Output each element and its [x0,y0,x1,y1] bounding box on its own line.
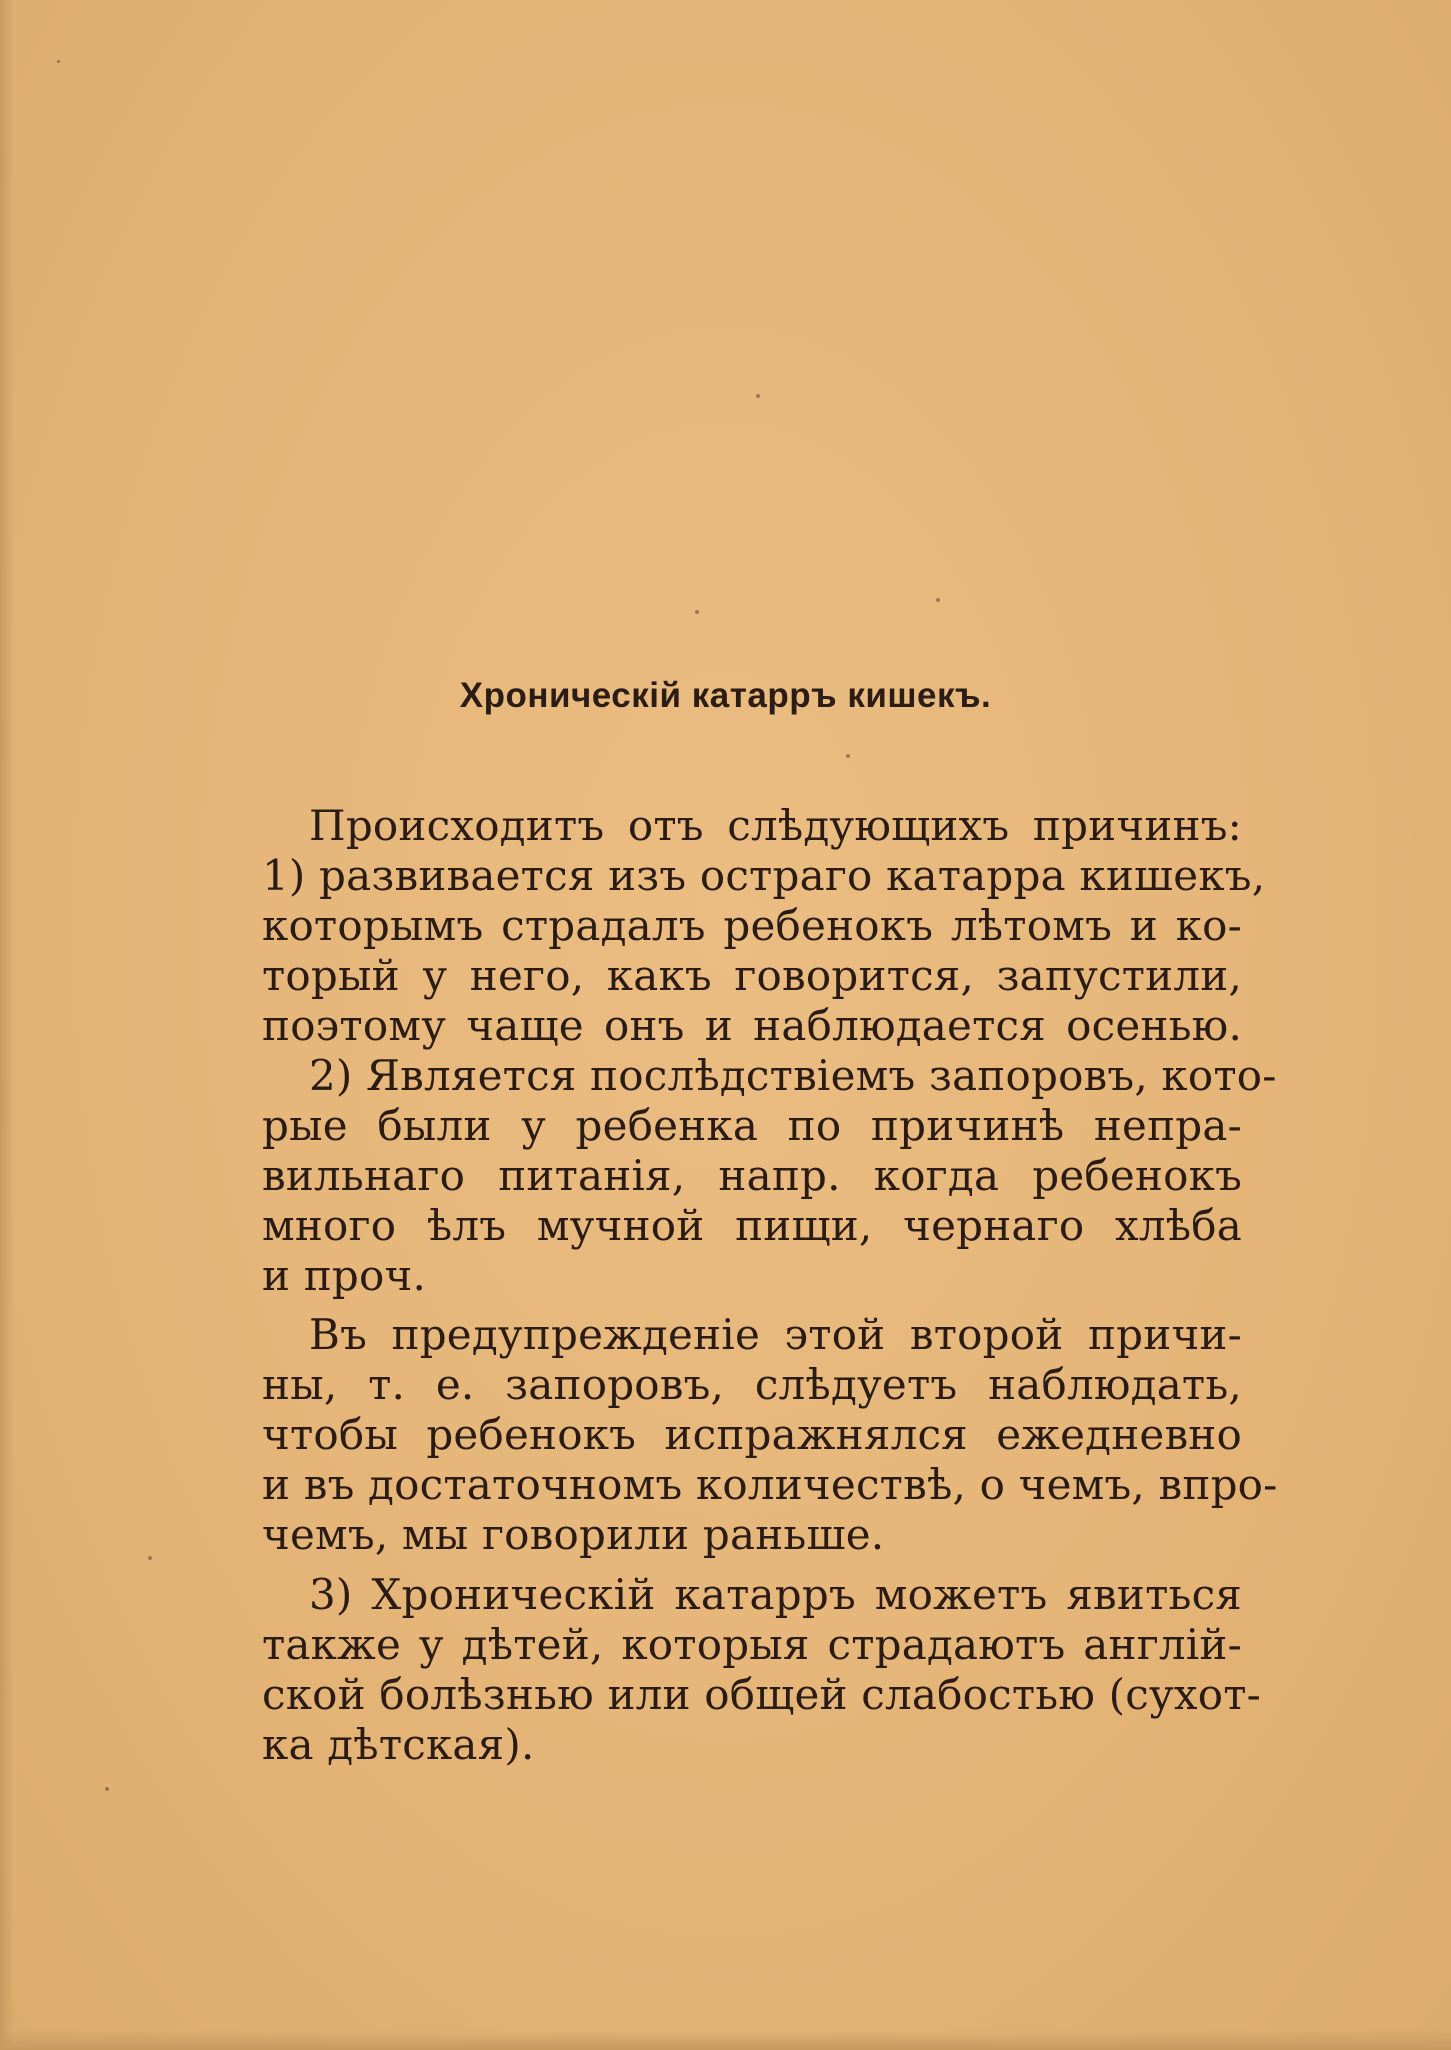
text-line: ны, т. е. запоровъ, слѣдуетъ наблюдать, [262,1360,1242,1409]
text-line: Въ предупрежденіе этой второй причи- [309,1310,1242,1359]
text-line: и проч. [262,1251,427,1300]
text-line: торый у него, какъ говорится, запустили, [262,951,1242,1000]
paper-speck [936,598,940,602]
text-line: много ѣлъ мучной пищи, чернаго хлѣба [262,1201,1242,1250]
paper-speck [148,1556,152,1560]
text-line: также у дѣтей, которыя страдаютъ англій- [262,1620,1242,1669]
paper-speck [105,1787,109,1791]
text-line: Происходитъ отъ слѣдующихъ причинъ: [309,801,1242,850]
text-line: поэтому чаще онъ и наблюдается осенью. [262,1001,1242,1050]
text-line: 1) развивается изъ остраго катарра кишекъ, [262,851,1266,900]
text-line: которымъ страдалъ ребенокъ лѣтомъ и ко- [262,901,1242,950]
text-line: чемъ, мы говорили раньше. [262,1510,885,1559]
paper-speck [846,754,850,758]
text-line: 2) Является послѣдствіемъ запоровъ, кото- [309,1051,1277,1100]
paper-speck [57,60,60,63]
page-bottom-edge-shadow [0,2030,1451,2050]
text-line: и въ достаточномъ количествѣ, о чемъ, впро- [262,1460,1278,1509]
text-line: вильнаго питанія, напр. когда ребенокъ [262,1151,1242,1200]
text-line: рые были у ребенка по причинѣ непра- [262,1101,1242,1150]
text-line: ской болѣзнью или общей слабостью (сухот- [262,1670,1262,1719]
text-line: чтобы ребенокъ испражнялся ежедневно [262,1410,1242,1459]
text-line: 3) Хроническій катарръ можетъ явиться [309,1570,1242,1619]
text-line: ка дѣтская). [262,1720,535,1769]
page-left-edge-shadow [0,0,14,2050]
page-title: Хроническій катарръ кишекъ. [459,676,992,715]
paper-speck [756,394,760,398]
paper-speck [695,610,699,614]
